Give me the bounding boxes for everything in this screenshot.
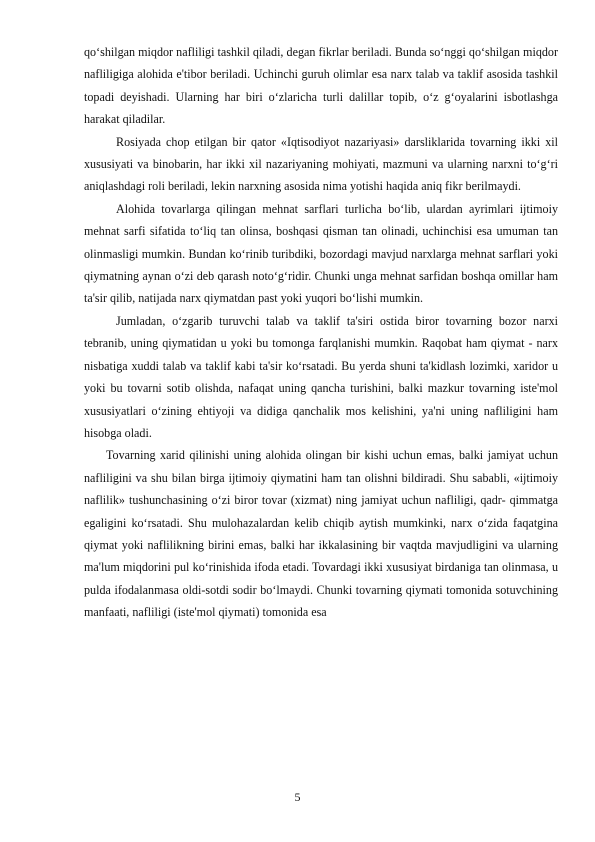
paragraph-1: qo‘shilgan miqdor nafliligi tashkil qiladi, degan fikrlar beriladi. Bunda so‘nggi qo‘shilgan miqdor nafliligiga alohida e'tibor beriladi. Uchinchi guruh olimlar esa narx talab va taklif asosida tashkil topadi deyishadi. Ularning har biri o‘zlaricha turli dalillar topib, o‘z g‘oyalarini isbotlashga harakat qiladilar. (84, 45, 558, 127)
page-number: 5 (294, 790, 301, 804)
paragraph-4: Jumladan, o‘zgarib turuvchi talab va taklif ta'siri ostida biror tovarning bozor narxi tebranib, uning qiymatidan u yoki bu tomonga farqlanishi mumkin. Raqobat ham qiymat - narx nisbatiga xuddi talab va taklif kabi ta'sir ko‘rsatadi. Bu yerda shuni ta'kidlash lozimki, xaridor u yoki bu tovarni sotib olishda, nafaqat uning qancha turishini, balki mazkur tovarning iste'mol xususiyatlari o‘zining ehtiyoji va didiga qanchalik mos kelishini, ya'ni uning nafliligini ham hisobga oladi. (84, 313, 558, 440)
paragraph-2: Rosiyada chop etilgan bir qator «Iqtisodiyot nazariyasi» darsliklarida tovarning ikki xil xususiyati va binobarin, har ikki xil nazariyaning mohiyati, mazmuni va ularning narxni to‘g‘ri aniqlashdagi roli beriladi, lekin narxning asosida nima yotishi haqida aniq fikr berilmaydi. (84, 134, 558, 194)
document-page (84, 41, 558, 624)
paragraph-5: Tovarning xarid qilinishi uning alohida olingan bir kishi uchun emas, balki jamiyat uchun nafliligini va shu bilan birga ijtimoiy qiymatini ham tan olishni bildiradi. Shu sababli, «ijtimoiy naflilik» tushunchasining o‘zi biror tovar (xizmat) ning jamiyat uchun nafliligi, qadr- qimmatga egaligini ko‘rsatadi. Shu mulohazalardan kelib chiqib aytish mumkinki, narx o‘zida faqatgina qiymat yoki naflilikning birini emas, balki har ikkalasining bir vaqtda mavjudligini va ularning ma'lum miqdorini pul ko‘rinishida ifoda etadi. Tovardagi ikki xususiyat birdaniga tan olinmasa, u pulda ifodalanmasa oldi-sotdi sodir bo‘lmaydi. Chunki tovarning qiymati tomonida sotuvchining manfaati, nafliligi (iste'mol qiymati) tomonida esa (84, 448, 558, 620)
paragraph-3: Alohida tovarlarga qilingan mehnat sarflari turlicha bo‘lib, ulardan ayrimlari ijtimoiy mehnat sarfi sifatida to‘liq tan olinsa, boshqasi qisman tan olinadi, uchinchisi esa umuman tan olinmasligi mumkin. Bundan ko‘rinib turibdiki, bozordagi mavjud narxlarga mehnat sarflari yoki qiymatning aynan o‘zi deb qarash noto‘g‘ridir. Chunki unga mehnat sarfidan boshqa omillar ham ta'sir qilib, natijada narx qiymatdan past yoki yuqori bo‘lishi mumkin. (84, 201, 558, 306)
